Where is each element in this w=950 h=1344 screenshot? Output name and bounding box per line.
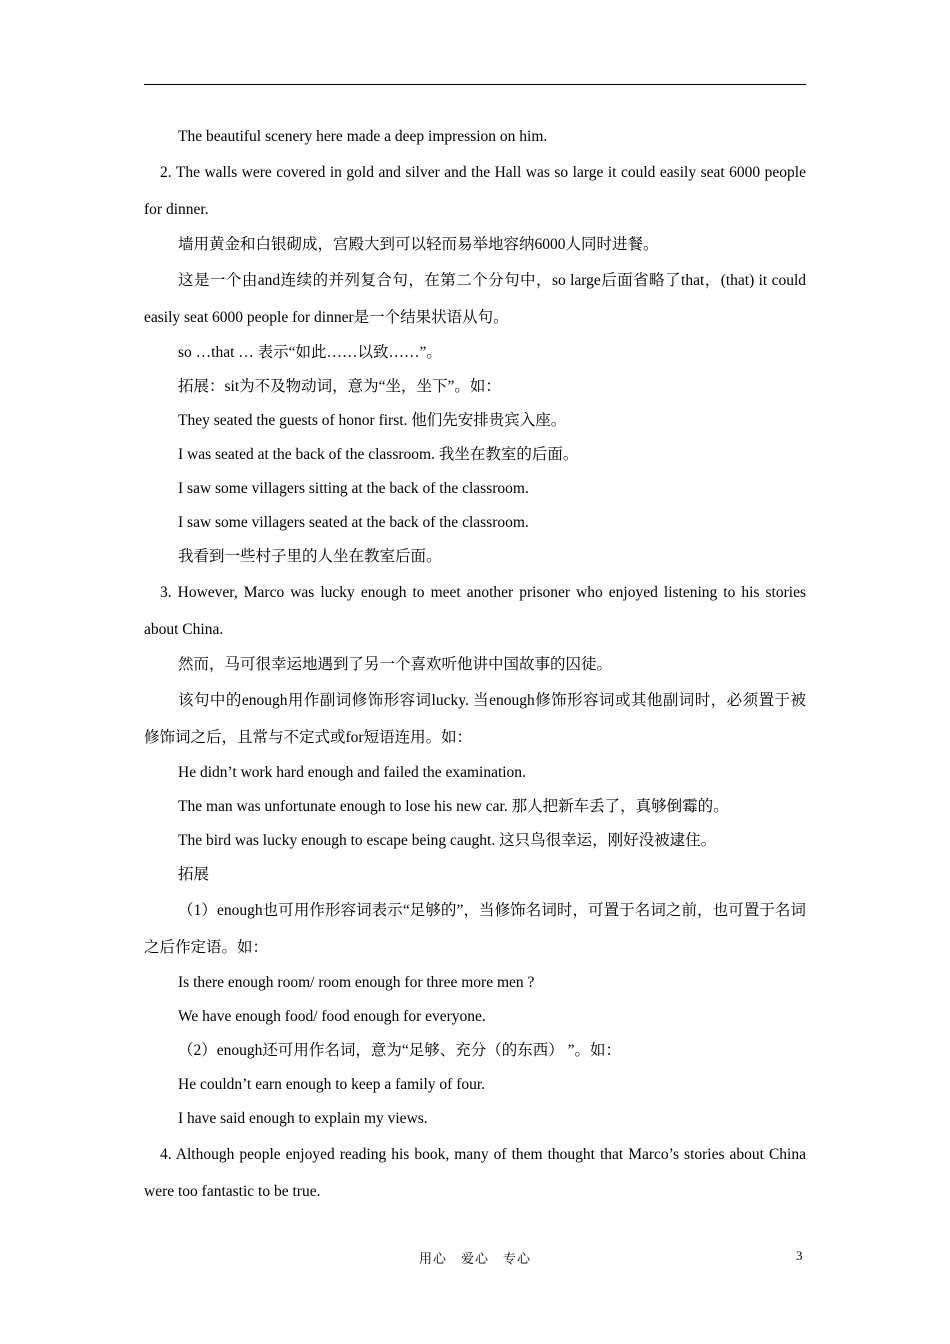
header-rule bbox=[144, 84, 806, 85]
page-number: 3 bbox=[796, 1248, 803, 1263]
example-sentence: We have enough food/ food enough for everyone. bbox=[178, 1008, 486, 1025]
paragraph: （2）enough还可用作名词，意为“足够、充分（的东西） ”。如： bbox=[178, 1042, 622, 1059]
paragraph: 拓展：sit为不及物动词，意为“坐，坐下”。如： bbox=[178, 378, 501, 395]
example-sentence: I saw some villagers seated at the back of the classroom. bbox=[178, 514, 529, 531]
example-sentence: He couldn’t earn enough to keep a family of four. bbox=[178, 1076, 486, 1093]
example-sentence: He didn’t work hard enough and failed the examination. bbox=[178, 764, 526, 781]
numbered-sentence: 4. Although people enjoyed reading his book, many of them thought that Marco’s stories about China were too fantastic to be true. bbox=[144, 1146, 806, 1200]
paragraph: The beautiful scenery here made a deep impression on him. bbox=[178, 128, 548, 145]
example-sentence: I have said enough to explain my views. bbox=[178, 1110, 428, 1127]
paragraph: 我看到一些村子里的人坐在教室后面。 bbox=[178, 548, 442, 565]
paragraph: so …that … 表示“如此……以致……”。 bbox=[178, 344, 442, 361]
paragraph: 该句中的enough用作副词修饰形容词lucky. 当enough修饰形容词或其他副词时，必须置于被修饰词之后，且常与不定式或for短语连用。如： bbox=[144, 692, 806, 746]
paragraph: （1）enough也可用作形容词表示“足够的”，当修饰名词时，可置于名词之前，也可置于名词之后作定语。如： bbox=[144, 902, 806, 956]
footer-motto: 用心 爱心 专心 bbox=[418, 1251, 531, 1266]
example-sentence: I was seated at the back of the classroom. 我坐在教室的后面。 bbox=[178, 446, 579, 463]
paragraph: 墙用黄金和白银砌成，宫殿大到可以轻而易举地容纳6000人同时进餐。 bbox=[178, 236, 659, 253]
numbered-sentence: 2. The walls were covered in gold and silver and the Hall was so large it could easily seat 6000 people for dinner. bbox=[144, 164, 806, 218]
paragraph: 这是一个由and连续的并列复合句，在第二个分句中，so large后面省略了that，(that) it could easily seat 6000 people for dinner是一个结果状语从句。 bbox=[144, 272, 806, 326]
section-heading: 拓展 bbox=[178, 866, 210, 883]
numbered-sentence: 3. However, Marco was lucky enough to meet another prisoner who enjoyed listening to his stories about China. bbox=[144, 584, 806, 638]
example-sentence: I saw some villagers sitting at the back of the classroom. bbox=[178, 480, 529, 497]
example-sentence: They seated the guests of honor first. 他们先安排贵宾入座。 bbox=[178, 412, 567, 429]
example-sentence: The man was unfortunate enough to lose his new car. 那人把新车丢了，真够倒霉的。 bbox=[178, 798, 729, 815]
example-sentence: Is there enough room/ room enough for three more men ? bbox=[178, 974, 535, 991]
example-sentence: The bird was lucky enough to escape being caught. 这只鸟很幸运，刚好没被逮住。 bbox=[178, 832, 717, 849]
document-body bbox=[144, 120, 806, 1210]
paragraph: 然而，马可很幸运地遇到了另一个喜欢听他讲中国故事的囚徒。 bbox=[178, 656, 613, 673]
